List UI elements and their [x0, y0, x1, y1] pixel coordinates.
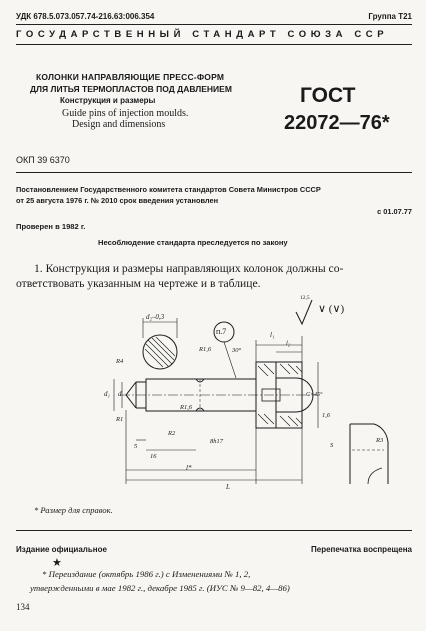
dim-r16b: R1,6 [180, 404, 193, 411]
title-ru-subtitle: Конструкция и размеры [60, 96, 156, 105]
roughness-value: 12,5 [300, 295, 310, 301]
dim-r4: R4 [116, 358, 124, 365]
clause-1-line2: ответствовать указанным на чертеже и в таблице. [16, 277, 261, 290]
title-ru-line1: КОЛОНКИ НАПРАВЛЯЮЩИЕ ПРЕСС-ФОРМ [36, 72, 225, 82]
dim-chamfer: C×45° [306, 392, 323, 398]
dim-d1: d₁ [104, 390, 110, 398]
gost-number: 22072—76* [284, 112, 390, 134]
clause-1-line1: 1. Конструкция и размеры направляющих колонок должны со- [34, 262, 344, 275]
checked-note: Проверен в 1982 г. [16, 222, 86, 231]
star-mark: ★ [52, 557, 62, 569]
dim-r2: R2 [168, 430, 176, 437]
reprint-prohibited: Перепечатка воспрещена [311, 545, 412, 554]
page-number: 134 [16, 602, 30, 612]
gost-label: ГОСТ [300, 84, 356, 107]
dim-ctr: 1,6 [322, 412, 331, 419]
dim-s: S [330, 442, 334, 449]
dim-d2: d₂–0,3 [146, 313, 165, 321]
footer-rule [16, 530, 412, 531]
dim-d: d [118, 390, 122, 398]
dim-a16: 16 [150, 453, 157, 460]
decree-line1: Постановлением Государственного комитета стандартов Совета Министров СССР [16, 185, 321, 194]
official-edition: Издание официальное [16, 545, 107, 554]
dim-angle-30: 30° [232, 347, 242, 354]
reference-footnote: * Размер для справок. [34, 505, 113, 515]
title-ru-line2: ДЛЯ ЛИТЬЯ ТЕРМОПЛАСТОВ ПОД ДАВЛЕНИЕМ [30, 84, 232, 94]
dim-l1: l₁ [270, 331, 275, 339]
prosecution-note: Несоблюдение стандарта преследуется по закону [98, 238, 288, 247]
dim-h17: 8h17 [210, 438, 223, 445]
dim-l2: l₂ [286, 340, 291, 347]
dim-r1: R1 [116, 416, 124, 423]
title-en-line2: Design and dimensions [72, 119, 166, 130]
dim-a5: 5 [134, 443, 138, 450]
dim-l-star: l* [186, 464, 192, 472]
group-code: Группа Т21 [368, 12, 412, 21]
dim-L: L [226, 483, 230, 491]
okp-code: ОКП 39 6370 [16, 155, 70, 165]
roughness-symbol: ∨ (∨) [318, 303, 345, 315]
udc-code: УДК 678.5.073.057.74-216.63:006.354 [16, 12, 155, 21]
state-standard-banner: ГОСУДАРСТВЕННЫЙ СТАНДАРТ СОЮЗА ССР [16, 29, 389, 40]
dim-r3: R3 [376, 437, 384, 444]
reissue-line1: * Переиздание (октябрь 1986 г.) с Изменениями № 1, 2, [42, 569, 251, 579]
reissue-line2: утвержденными в мае 1982 г., декабре 1985 г. (ИУС № 9—82, 4—86) [30, 583, 290, 593]
decree-line2: от 25 августа 1976 г. № 2010 срок введения установлен [16, 196, 219, 205]
title-en-line1: Guide pins of injection moulds. [62, 108, 189, 119]
callout-p7: п.7 [216, 327, 227, 336]
dim-r16: R1,6 [199, 346, 212, 353]
decree-date: с 01.07.77 [377, 207, 412, 216]
